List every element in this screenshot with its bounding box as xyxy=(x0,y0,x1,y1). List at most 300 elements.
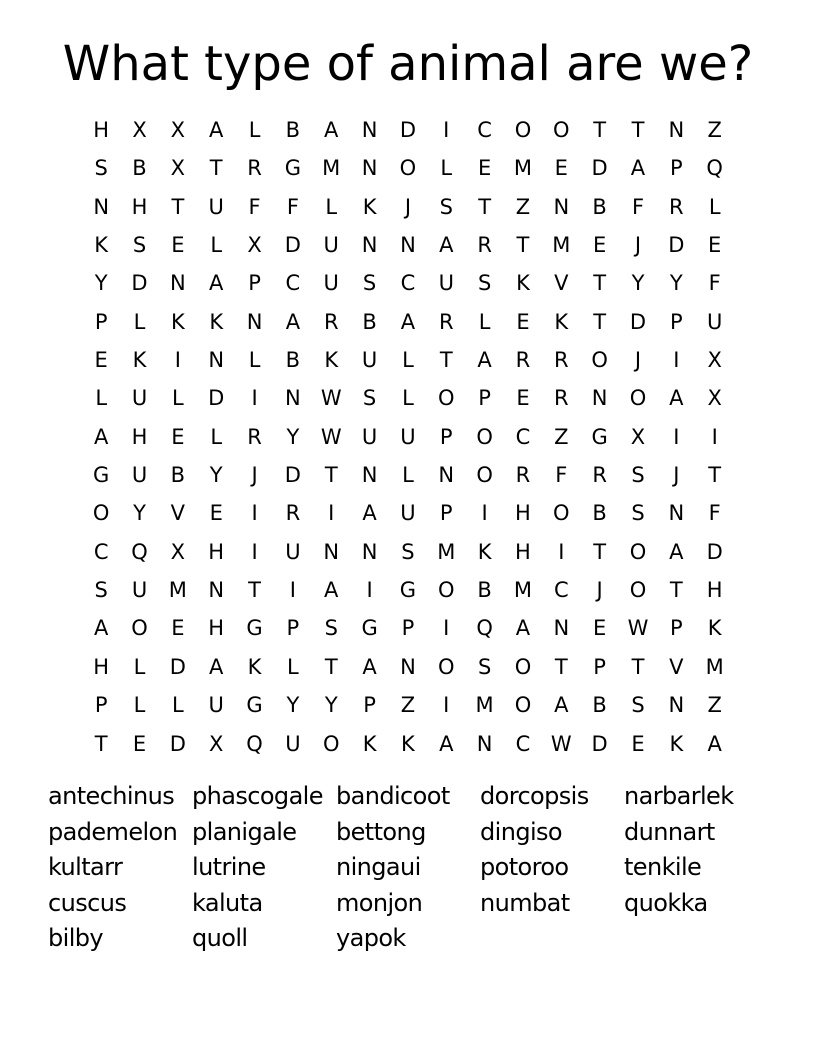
grid-letter: A xyxy=(209,118,224,142)
grid-letter: D xyxy=(629,309,647,334)
grid-letter: K xyxy=(362,731,377,756)
grid-letter: S xyxy=(477,654,492,679)
grid-letter: N xyxy=(400,654,416,679)
grid-letter: K xyxy=(477,539,492,564)
grid-letter: N xyxy=(246,309,263,334)
word-bank-item: bandicoot xyxy=(336,782,450,810)
grid-letter: E xyxy=(132,731,147,756)
grid-letter: Y xyxy=(631,271,645,296)
grid-letter: I xyxy=(251,501,258,526)
grid-letter: L xyxy=(248,348,261,373)
grid-letter: S xyxy=(631,501,645,526)
word-bank-item: numbat xyxy=(480,888,570,917)
grid-letter: P xyxy=(593,654,606,679)
grid-letter: C xyxy=(477,118,492,142)
grid-letter: R xyxy=(438,309,454,334)
grid-letter: X xyxy=(170,156,186,181)
grid-letter: U xyxy=(361,424,378,449)
grid-letter: F xyxy=(708,271,721,296)
grid-letter: A xyxy=(93,616,109,641)
grid-letter: Y xyxy=(94,271,108,296)
grid-letter: O xyxy=(322,731,340,756)
grid-letter: N xyxy=(323,539,340,564)
grid-letter: I xyxy=(251,539,258,564)
grid-letter: N xyxy=(361,156,378,181)
grid-letter: D xyxy=(591,156,608,181)
grid-letter: W xyxy=(320,386,342,411)
grid-letter: H xyxy=(93,654,110,679)
grid-letter: U xyxy=(438,271,454,296)
grid-letter: I xyxy=(443,118,450,142)
grid-letter: U xyxy=(131,578,148,603)
grid-letter: J xyxy=(404,194,412,219)
grid-letter: Z xyxy=(515,194,531,219)
grid-letter: Q xyxy=(476,616,493,641)
word-bank-item: dingiso xyxy=(480,817,563,846)
grid-row xyxy=(82,571,734,609)
grid-letter: P xyxy=(363,693,376,718)
word-bank xyxy=(48,779,768,957)
grid-letter: X xyxy=(170,118,186,142)
letter-grid xyxy=(82,111,734,763)
grid-letter: F xyxy=(631,194,645,219)
grid-letter: T xyxy=(324,654,338,679)
word-bank-item: bilby xyxy=(48,924,104,953)
grid-letter: F xyxy=(248,194,261,219)
grid-letter: X xyxy=(132,118,147,142)
grid-letter: R xyxy=(592,463,607,488)
grid-letter: A xyxy=(630,156,646,181)
grid-letter: M xyxy=(705,654,724,679)
grid-letter: O xyxy=(514,654,532,679)
grid-letter: O xyxy=(131,616,148,641)
grid-letter: N xyxy=(591,386,608,411)
grid-letter: S xyxy=(401,539,415,564)
grid-row xyxy=(82,494,734,532)
grid-letter: B xyxy=(285,118,301,142)
grid-letter: S xyxy=(324,616,338,641)
grid-letter: A xyxy=(439,233,454,258)
grid-letter: B xyxy=(592,501,607,526)
grid-letter: F xyxy=(708,501,721,526)
grid-letter: P xyxy=(94,309,108,334)
grid-letter: K xyxy=(707,616,722,641)
grid-letter: B xyxy=(132,156,147,181)
grid-letter: T xyxy=(593,118,607,142)
grid-letter: E xyxy=(94,348,108,373)
grid-letter: A xyxy=(324,118,339,142)
grid-letter: L xyxy=(708,194,721,219)
grid-letter: T xyxy=(209,156,223,181)
grid-letter: O xyxy=(92,501,110,526)
grid-letter: G xyxy=(284,156,302,181)
grid-letter: L xyxy=(172,386,184,411)
grid-letter: T xyxy=(248,578,261,603)
grid-letter: E xyxy=(554,156,568,181)
grid-letter: E xyxy=(593,616,607,641)
grid-letter: O xyxy=(476,424,493,449)
grid-letter: U xyxy=(131,463,148,488)
grid-letter: H xyxy=(208,616,225,641)
grid-letter: M xyxy=(437,539,456,564)
grid-letter: I xyxy=(251,386,258,411)
grid-letter: D xyxy=(284,463,301,488)
grid-letter: M xyxy=(475,693,494,718)
grid-letter: Z xyxy=(707,693,722,718)
grid-letter: B xyxy=(170,463,186,488)
grid-letter: X xyxy=(247,233,262,258)
grid-letter: R xyxy=(669,194,684,219)
grid-letter: K xyxy=(170,309,185,334)
grid-letter: P xyxy=(478,386,491,411)
grid-letter: R xyxy=(247,156,262,181)
grid-letter: I xyxy=(289,578,296,603)
grid-letter: H xyxy=(515,539,531,564)
grid-letter: K xyxy=(554,309,569,334)
grid-letter: I xyxy=(174,348,181,373)
grid-letter: K xyxy=(516,271,530,296)
grid-letter: I xyxy=(558,539,565,564)
word-bank-item: narbarlek xyxy=(624,782,734,810)
word-bank-item: planigale xyxy=(192,817,297,846)
grid-letter: T xyxy=(94,731,108,756)
grid-letter: O xyxy=(514,118,532,142)
grid-letter: N xyxy=(476,731,493,756)
word-bank-item: pademelon xyxy=(48,817,178,846)
grid-letter: E xyxy=(593,233,607,258)
grid-letter: O xyxy=(399,156,417,181)
grid-row xyxy=(82,533,734,571)
grid-letter: P xyxy=(669,309,683,334)
grid-letter: C xyxy=(400,271,416,296)
grid-letter: S xyxy=(94,578,108,603)
grid-letter: V xyxy=(170,501,186,526)
grid-letter: L xyxy=(133,693,146,718)
grid-letter: A xyxy=(669,386,684,411)
grid-letter: Z xyxy=(554,424,569,449)
grid-letter: S xyxy=(94,156,108,181)
grid-letter: O xyxy=(476,463,493,488)
grid-letter: G xyxy=(246,693,263,718)
grid-letter: P xyxy=(401,616,415,641)
grid-letter: X xyxy=(630,424,646,449)
grid-letter: J xyxy=(634,348,642,373)
grid-letter: W xyxy=(550,731,572,756)
grid-letter: K xyxy=(94,233,109,258)
grid-row xyxy=(82,111,734,149)
grid-letter: Q xyxy=(131,539,148,564)
grid-letter: K xyxy=(669,731,684,756)
grid-letter: A xyxy=(209,654,224,679)
grid-letter: G xyxy=(93,463,110,488)
grid-letter: E xyxy=(477,156,492,181)
grid-letter: L xyxy=(248,118,261,142)
grid-letter: A xyxy=(362,654,377,679)
word-bank-item: quokka xyxy=(624,888,708,917)
grid-letter: K xyxy=(209,309,224,334)
grid-letter: T xyxy=(554,654,568,679)
grid-letter: O xyxy=(553,118,570,142)
grid-letter: E xyxy=(631,731,645,756)
grid-letter: D xyxy=(169,731,186,756)
word-bank-item: cuscus xyxy=(48,888,127,917)
grid-letter: P xyxy=(286,616,300,641)
grid-letter: W xyxy=(320,424,342,449)
grid-letter: Z xyxy=(400,693,416,718)
grid-letter: I xyxy=(443,616,450,641)
grid-row xyxy=(82,188,734,226)
grid-letter: Z xyxy=(707,118,722,142)
word-bank-item: quoll xyxy=(192,924,248,953)
grid-letter: D xyxy=(399,118,416,142)
grid-row xyxy=(82,686,734,724)
grid-letter: B xyxy=(285,348,301,373)
grid-letter: X xyxy=(209,731,224,756)
grid-letter: N xyxy=(208,348,225,373)
grid-letter: L xyxy=(402,463,414,488)
grid-letter: N xyxy=(361,463,378,488)
grid-letter: C xyxy=(515,424,531,449)
grid-letter: N xyxy=(668,118,685,142)
word-bank-item: yapok xyxy=(336,924,406,953)
word-bank-item: dunnart xyxy=(624,817,715,846)
grid-row xyxy=(82,264,734,302)
grid-row xyxy=(82,341,734,379)
grid-letter: T xyxy=(593,539,607,564)
grid-row xyxy=(82,418,734,456)
grid-letter: J xyxy=(596,578,603,603)
grid-letter: D xyxy=(208,386,225,411)
grid-letter: D xyxy=(131,271,148,296)
grid-letter: B xyxy=(362,309,377,334)
grid-letter: H xyxy=(131,194,148,219)
grid-letter: E xyxy=(516,309,530,334)
grid-letter: I xyxy=(443,693,450,718)
grid-letter: T xyxy=(324,463,338,488)
grid-letter: T xyxy=(669,578,683,603)
grid-letter: K xyxy=(362,194,377,219)
grid-letter: A xyxy=(515,616,531,641)
grid-letter: I xyxy=(711,424,718,449)
grid-letter: N xyxy=(553,194,570,219)
grid-letter: A xyxy=(362,501,377,526)
grid-letter: S xyxy=(631,693,645,718)
grid-letter: I xyxy=(481,501,488,526)
grid-letter: H xyxy=(131,424,148,449)
grid-letter: G xyxy=(591,424,608,449)
grid-letter: H xyxy=(208,539,225,564)
grid-letter: A xyxy=(669,539,684,564)
grid-letter: E xyxy=(516,386,530,411)
grid-letter: V xyxy=(669,654,684,679)
grid-letter: A xyxy=(707,731,722,756)
grid-letter: O xyxy=(438,654,455,679)
grid-letter: O xyxy=(553,501,570,526)
grid-letter: C xyxy=(93,539,109,564)
grid-letter: Y xyxy=(324,693,338,718)
grid-letter: N xyxy=(668,693,685,718)
grid-letter: N xyxy=(668,501,685,526)
grid-letter: A xyxy=(285,309,301,334)
grid-letter: B xyxy=(477,578,492,603)
word-bank-item: monjon xyxy=(336,888,423,917)
grid-letter: S xyxy=(362,271,377,296)
grid-letter: L xyxy=(478,309,491,334)
grid-letter: R xyxy=(285,501,301,526)
grid-letter: T xyxy=(171,194,185,219)
grid-letter: E xyxy=(708,233,722,258)
word-bank-item: kultarr xyxy=(48,853,123,882)
grid-letter: A xyxy=(93,424,109,449)
grid-letter: N xyxy=(208,578,225,603)
grid-letter: E xyxy=(209,501,223,526)
grid-row xyxy=(82,149,734,187)
grid-letter: E xyxy=(171,424,185,449)
grid-row xyxy=(82,379,734,417)
grid-letter: O xyxy=(629,578,647,603)
grid-row xyxy=(82,303,734,341)
grid-letter: I xyxy=(673,424,680,449)
grid-letter: U xyxy=(323,271,339,296)
grid-letter: L xyxy=(210,424,223,449)
grid-letter: D xyxy=(591,731,608,756)
grid-letter: R xyxy=(515,348,531,373)
grid-letter: P xyxy=(248,271,261,296)
word-bank-item: kaluta xyxy=(192,888,263,917)
grid-letter: J xyxy=(634,233,642,258)
grid-letter: U xyxy=(285,539,301,564)
grid-letter: C xyxy=(515,731,531,756)
grid-letter: I xyxy=(366,578,373,603)
grid-letter: N xyxy=(361,118,378,142)
grid-letter: T xyxy=(593,309,607,334)
grid-letter: T xyxy=(516,233,530,258)
grid-letter: I xyxy=(673,348,680,373)
grid-letter: N xyxy=(170,271,186,296)
grid-letter: H xyxy=(93,118,110,142)
grid-letter: L xyxy=(287,654,299,679)
word-bank-item: tenkile xyxy=(624,853,702,882)
grid-letter: L xyxy=(402,386,414,411)
grid-letter: O xyxy=(438,386,455,411)
grid-letter: R xyxy=(554,348,569,373)
grid-letter: Y xyxy=(133,501,146,526)
grid-letter: Q xyxy=(246,731,263,756)
grid-row xyxy=(82,226,734,264)
grid-letter: U xyxy=(361,348,378,373)
grid-letter: K xyxy=(401,731,415,756)
grid-letter: Y xyxy=(286,424,300,449)
word-bank-item: potoroo xyxy=(480,853,569,882)
grid-letter: A xyxy=(400,309,416,334)
grid-letter: U xyxy=(208,693,224,718)
grid-letter: X xyxy=(707,348,722,373)
grid-letter: L xyxy=(133,654,146,679)
grid-letter: L xyxy=(402,348,414,373)
grid-letter: N xyxy=(285,386,301,411)
grid-letter: G xyxy=(246,616,263,641)
grid-letter: S xyxy=(132,233,147,258)
grid-letter: O xyxy=(438,578,455,603)
grid-letter: C xyxy=(285,271,301,296)
word-bank-item: phascogale xyxy=(192,782,323,810)
grid-row xyxy=(82,725,734,763)
grid-letter: I xyxy=(328,501,335,526)
grid-letter: D xyxy=(706,539,723,564)
grid-letter: R xyxy=(247,424,262,449)
grid-letter: R xyxy=(554,386,569,411)
grid-letter: K xyxy=(247,654,262,679)
grid-letter: X xyxy=(170,539,186,564)
grid-letter: P xyxy=(669,156,683,181)
grid-letter: H xyxy=(706,578,723,603)
grid-letter: P xyxy=(439,424,453,449)
grid-letter: M xyxy=(168,578,187,603)
grid-letter: Q xyxy=(706,156,723,181)
grid-letter: U xyxy=(208,194,224,219)
grid-letter: Y xyxy=(286,693,300,718)
grid-letter: M xyxy=(513,578,533,603)
grid-letter: O xyxy=(514,693,532,718)
grid-letter: A xyxy=(477,348,492,373)
grid-letter: D xyxy=(668,233,685,258)
grid-letter: N xyxy=(438,463,455,488)
grid-letter: U xyxy=(285,731,301,756)
grid-letter: L xyxy=(325,194,338,219)
grid-letter: V xyxy=(554,271,569,296)
grid-letter: R xyxy=(323,309,339,334)
word-bank-item: lutrine xyxy=(192,853,266,882)
grid-letter: H xyxy=(515,501,531,526)
word-bank-item: ningaui xyxy=(336,853,421,882)
grid-letter: S xyxy=(362,386,377,411)
grid-letter: E xyxy=(171,233,185,258)
grid-letter: S xyxy=(477,271,492,296)
word-bank-item: dorcopsis xyxy=(480,782,589,810)
grid-letter: T xyxy=(439,348,453,373)
grid-letter: N xyxy=(361,233,378,258)
grid-letter: J xyxy=(673,463,680,488)
grid-letter: T xyxy=(478,194,492,219)
grid-letter: U xyxy=(131,386,148,411)
grid-letter: N xyxy=(400,233,416,258)
grid-letter: G xyxy=(361,616,378,641)
grid-letter: B xyxy=(592,194,607,219)
grid-letter: O xyxy=(629,539,647,564)
grid-letter: L xyxy=(172,693,184,718)
grid-letter: R xyxy=(477,233,492,258)
grid-letter: Y xyxy=(209,463,223,488)
grid-letter: N xyxy=(553,616,570,641)
grid-letter: S xyxy=(439,194,453,219)
grid-letter: B xyxy=(592,693,607,718)
grid-row xyxy=(82,648,734,686)
grid-letter: A xyxy=(209,271,224,296)
grid-letter: L xyxy=(133,309,146,334)
grid-letter: F xyxy=(286,194,299,219)
grid-letter: M xyxy=(552,233,571,258)
grid-letter: T xyxy=(631,654,645,679)
grid-letter: U xyxy=(400,424,416,449)
grid-letter: S xyxy=(631,463,645,488)
grid-letter: Y xyxy=(669,271,683,296)
grid-letter: O xyxy=(591,348,608,373)
grid-letter: L xyxy=(95,386,108,411)
grid-letter: M xyxy=(513,156,533,181)
grid-letter: M xyxy=(322,156,341,181)
word-bank-item: antechinus xyxy=(48,782,175,810)
grid-letter: K xyxy=(132,348,147,373)
